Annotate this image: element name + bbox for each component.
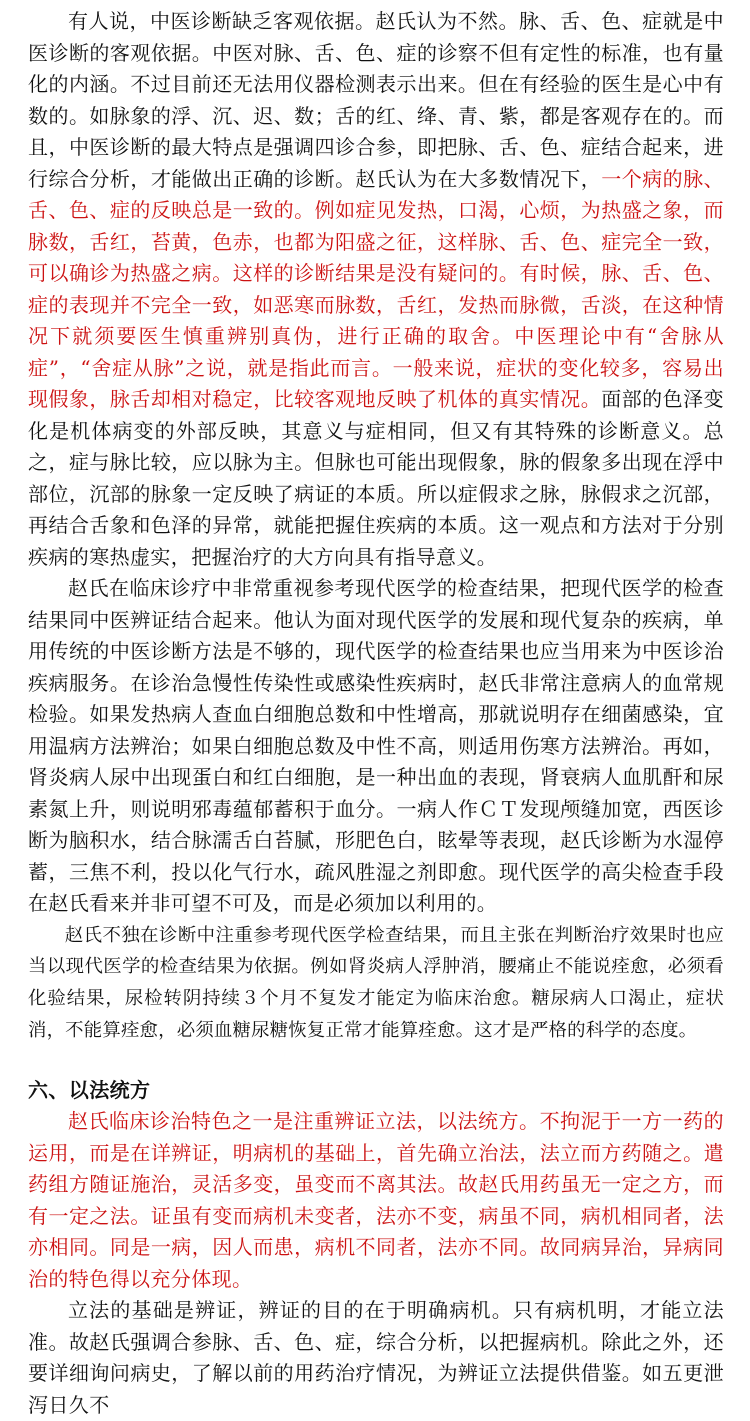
paragraph-text: 面部的色泽变化是机体病变的外部反映，其意义与症相同，但又有其特殊的诊断意义。总之，症与脉比较，应以脉为主。但脉也可能出现假象，脉的假象多出现在浮中部位，沉部的脉象一定反映了病证的本质。所以症假求之脉，脉假求之沉部，再结合舌象和色泽的异常，就能把握住疾病的本质。这一观点和方法对于分别疾病的寒热虚实，把握治疗的大方向具有指导意义。	[28, 387, 724, 569]
paragraph-modern-medicine: 赵氏在临床诊疗中非常重视参考现代医学的检查结果，把现代医学的检查结果同中医辨证结合起来。他认为面对现代医学的发展和现代复杂的疾病，单用传统的中医诊断方法是不够的，现代医学的检查结果也应当用来为中医诊治疾病服务。在诊治急慢性传染性或感染性疾病时，赵氏非常注意病人的血常规检验。如果发热病人查血白细胞总数和中性增高，那就说明存在细菌感染，宜用温病方法辨治；如果白细胞总数及中性不高，则适用伤寒方法辨治。再如，肾炎病人尿中出现蛋白和红白细胞，是一种出血的表现，肾衰病人血肌酐和尿素氮上升，则说明邪毒蕴郁蓄积于血分。一病人作ＣＴ发现颅缝加宽，西医诊断为脑积水，结合脉濡舌白苔腻，形肥色白，眩晕等表现，赵氏诊断为水湿停蓄，三焦不利，投以化气行水，疏风胜湿之剂即愈。现代医学的高尖检查手段在赵氏看来并非可望不可及，而是必须加以利用的。	[28, 576, 724, 915]
section-heading: 六、以法统方	[28, 1077, 151, 1102]
highlighted-text: 一个病的脉、舌、色、症的反映总是一致的。例如症见发热，口渴，心烦，为热盛之象，而脉数，舌红，苔黄，色赤，也都为阳盛之征，这样脉、舌、色、症完全一致，可以确诊为热盛之病。这样的诊断结果是没有疑问的。有时候，脉、舌、色、症的表现并不完全一致，如恶寒而脉数，舌红，发热而脉微，舌淡，在这种情况下就须要医生慎重辨别真伪，进行正确的取舍。中医理论中有“舍脉从症”，“舍症从脉”之说，就是指此而言。一般来说，症状的变化较多，容易出现假象，脉舌却相对稳定，比较客观地反映了机体的真实情况。	[28, 166, 724, 411]
paragraph-treatment-evaluation: 赵氏不独在诊断中注重参考现代医学检查结果，而且主张在判断治疗效果时也应当以现代医学的检查结果为依据。例如肾炎病人浮肿消，腰痛止不能说痊愈，必须看化验结果，尿检转阴持续３个月不复发才能定为临床治愈。糖尿病人口渴止，症状消，不能算痊愈，必须血糖尿糖恢复正常才能算痊愈。这才是严格的科学的态度。	[28, 924, 724, 1041]
paragraph-objective-diagnosis	[28, 6, 724, 573]
paragraph-text: 有人说，中医诊断缺乏客观依据。赵氏认为不然。脉、舌、色、症就是中医诊断的客观依据。中医对脉、舌、色、症的诊察不但有定性的标准，也有量化的内涵。不过目前还无法用仪器检测表示出来。但在有经验的医生是心中有数的。如脉象的浮、沉、迟、数；舌的红、绛、青、紫，都是客观存在的。而且，中医诊断的最大特点是强调四诊合参，即把脉、舌、色、症结合起来，进行综合分析，才能做出正确的诊断。赵氏认为在大多数情况下，	[28, 9, 724, 191]
paragraph-method-basis: 立法的基础是辨证，辨证的目的在于明确病机。只有病机明，才能立法准。故赵氏强调合参脉、舌、色、症，综合分析，以把握病机。除此之外，还要详细询问病史，了解以前的用药治疗情况，为辨证立法提供借鉴。如五更泄泻日久不	[28, 1298, 724, 1417]
highlighted-paragraph: 赵氏临床诊治特色之一是注重辨证立法，以法统方。不拘泥于一方一药的运用，而是在详辨证，明病机的基础上，首先确立治法，法立而方药随之。遣药组方随证施治，灵活多变，虽变而不离其法。故赵氏用药虽无一定之方，而有一定之法。证虽有变而病机未变者，法亦不变，病虽不同，病机相同者，法亦相同。同是一病，因人而患，病机不同者，法亦不同。故同病异治，异病同治的特色得以充分体现。	[28, 1109, 724, 1291]
